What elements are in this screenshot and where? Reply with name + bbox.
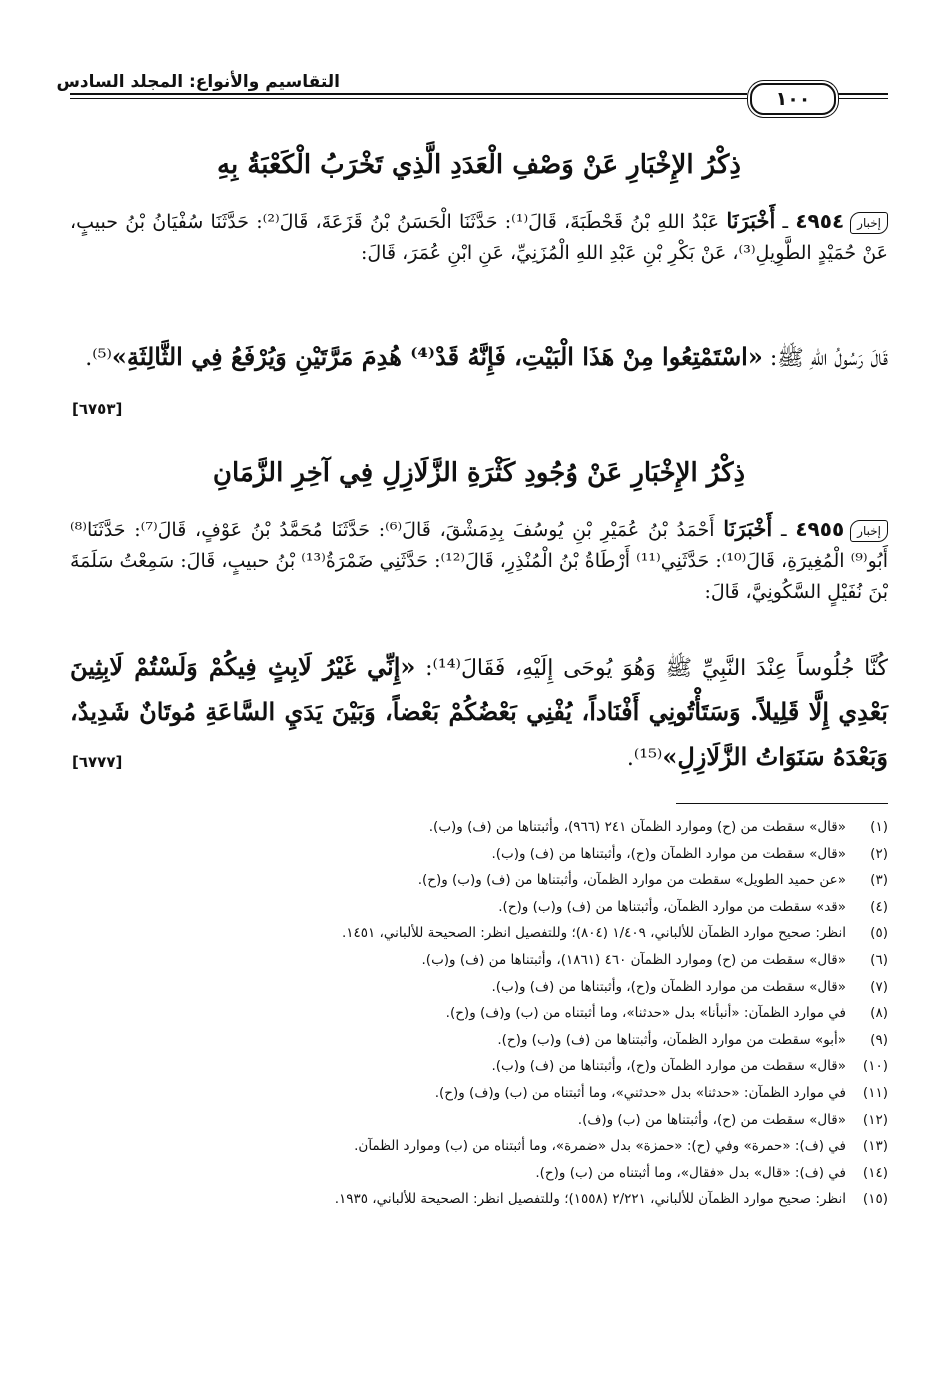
- footnote: [70, 841, 888, 868]
- running-title: التقاسيم والأنواع: المجلد السادس: [56, 72, 340, 92]
- hadith-number: ٤٩٥٥: [795, 517, 845, 541]
- matn-footnote-mark: ⁽¹⁵⁾.: [626, 746, 663, 771]
- dash: ـ: [772, 519, 796, 541]
- footnote-text: «قال» سقطت من موارد الظمآن و(ح)، وأثبتناها من (ف) و(ب).: [491, 845, 846, 862]
- hadith-isnad: [70, 513, 888, 608]
- footnote-text: في (ف): «قال» بدل «فقال»، وما أثبتناه من (ب) و(ح).: [535, 1164, 846, 1181]
- header-rule: [70, 93, 747, 99]
- footnote: [70, 1080, 888, 1107]
- footnote-number: (٥): [870, 925, 888, 942]
- matn-intro: كُنَّا جُلُوساً عِنْدَ النَّبِيِّ ﷺ وَهُوَ يُوحَى إِلَيْهِ، فَقَالَ⁽¹⁴⁾:: [415, 656, 888, 681]
- footnote-number: (١٤): [862, 1164, 888, 1181]
- hadith-matn: [70, 335, 888, 380]
- footnote-text: انظر: صحيح موارد الظمآن للألباني، ٢/٢٢١ (١٥٥٨)؛ وللتفصيل انظر: الصحيحة للألباني، ١٩٣٥.: [334, 1191, 846, 1208]
- footnote-text: «أبو» سقطت من موارد الظمآن، وأثبتناها من (ف) و(ب) و(ح).: [497, 1031, 846, 1048]
- footnote-number: (٨): [870, 1005, 888, 1022]
- footnote-text: «قال» سقطت من (ح) وموارد الظمآن ٤٦٠ (١٨٦١)، وأثبتناها من (ف) و(ب).: [421, 951, 846, 968]
- page-number: ١٠٠: [750, 83, 836, 115]
- footnote: [70, 947, 888, 974]
- footnote: [70, 920, 888, 947]
- footnote-text: «قال» سقطت من (ح) وموارد الظمآن ٢٤١ (٩٦٦)، وأثبتناها من (ف) و(ب).: [428, 819, 846, 835]
- matn-footnote-mark: ⁽⁵⁾.: [85, 346, 112, 371]
- footnote-number: (٩): [870, 1031, 888, 1048]
- dash: ـ: [775, 211, 796, 233]
- footnote: [70, 1133, 888, 1160]
- akhbarana-word: أَخْبَرَنَا: [723, 516, 773, 541]
- footnote-number: (١٠): [862, 1058, 888, 1075]
- footnote-text: في موارد الظمآن: «حدثنا» بدل «حدثني»، وما أثبتناه من (ب) و(ف) و(ح).: [434, 1084, 846, 1101]
- footnote-number: (١٣): [862, 1138, 888, 1155]
- hadith-matn: [70, 645, 888, 780]
- hadith-reference: [٦٧٥٣]: [72, 400, 123, 418]
- footnote-text: «قال» سقطت من موارد الظمآن و(ح)، وأثبتناها من (ف) و(ب).: [491, 1058, 846, 1075]
- matn-quote: «اسْتَمْتِعُوا مِنْ هَذَا الْبَيْتِ، فَإِنَّهُ قَدْ⁽⁴⁾ هُدِمَ مَرَّتَيْنِ وَيُرْفَعُ فِي الثَّالِثَةِ»: [111, 342, 763, 371]
- footnote: [70, 1107, 888, 1134]
- footnote-number: (٤): [870, 898, 888, 915]
- hadith-isnad: [70, 205, 888, 269]
- footnote-text: «قال» سقطت من (ح)، وأثبتناها من (ب) و(ف).: [577, 1111, 846, 1128]
- isnad-text: عَبْدُ اللهِ بْنُ قَحْطَبَةَ، قَالَ⁽¹⁾: حَدَّثَنَا الْحَسَنُ بْنُ قَزَعَةَ، قَالَ⁽²⁾: حَدَّثَنَا سُفْيَانُ بْنُ حبيبٍ، عَنْ حُمَيْدٍ الطَّوِيلِ⁽³⁾، عَنْ بَكْرِ بْنِ عَبْدِ اللهِ الْمُزَنِيِّ، عَنِ ابْنِ عُمَرَ، قَالَ:: [70, 211, 888, 264]
- footnote-text: «عن حميد الطويل» سقطت من موارد الظمآن، وأثبتناها من (ف) و(ب) و(ح).: [417, 872, 846, 889]
- section-heading: ذِكْرُ الإِخْبَارِ عَنْ وَصْفِ الْعَدَدِ الَّذِي تَخْرَبُ الْكَعْبَةُ بِهِ: [217, 150, 741, 180]
- footnote-number: (١): [870, 819, 888, 835]
- footnote-text: «قد» سقطت من موارد الظمآن، وأثبتناها من (ف) و(ب) و(ح).: [498, 898, 846, 915]
- footnotes-list: [70, 814, 888, 1213]
- footnote: [70, 974, 888, 1001]
- footnote-number: (٣): [870, 872, 888, 889]
- hadith-reference: [٦٧٧٧]: [72, 753, 123, 771]
- footnote: [70, 1160, 888, 1187]
- akhbar-badge-icon: إخبار: [850, 212, 888, 234]
- matn-intro: قَالَ رَسُولُ اللهِ ﷺ:: [762, 346, 888, 371]
- akhbar-badge-icon: إخبار: [850, 520, 888, 542]
- header-rule-right: [838, 93, 888, 99]
- footnote-number: (٢): [870, 845, 888, 862]
- footnote-text: انظر: صحيح موارد الظمآن للألباني، ١/٤٠٩ (٨٠٤)؛ وللتفصيل انظر: الصحيحة للألباني، ١٤٥١.: [341, 925, 846, 942]
- footnote-number: (٧): [870, 978, 888, 995]
- footnote-number: (٦): [870, 951, 888, 968]
- footnote-text: «قال» سقطت من موارد الظمآن و(ح)، وأثبتناها من (ف) و(ب).: [491, 978, 846, 995]
- footnote-number: (١٢): [862, 1111, 888, 1128]
- akhbarana-word: أَخْبَرَنَا: [726, 208, 776, 233]
- footnote: [70, 867, 888, 894]
- footnote: [70, 1053, 888, 1080]
- section-heading: ذِكْرُ الإِخْبَارِ عَنْ وُجُودِ كَثْرَةِ الزَّلَازِلِ فِي آخِرِ الزَّمَانِ: [212, 458, 746, 488]
- matn-quote: «إِنِّي غَيْرُ لَابِثٍ فِيكُمْ وَلَسْتُمْ لَابِثِينَ بَعْدِي إِلَّا قَلِيلاً. وَسَتَأْتُونِي أَفْنَاداً، يُفْنِي بَعْضُكُمْ بَعْضاً، وَبَيْنَ يَدَيِ السَّاعَةِ مُوتَانٌ شَدِيدٌ، وَبَعْدَهُ سَنَوَاتُ الزَّلَازِلِ»: [70, 652, 888, 771]
- footnote-number: (١١): [862, 1084, 888, 1101]
- footnote-number: (١٥): [862, 1191, 888, 1208]
- isnad-text: أَحْمَدُ بْنُ عُمَيْرِ بْنِ يُوسُفَ بِدِمَشْقَ، قَالَ⁽⁶⁾: حَدَّثَنَا مُحَمَّدُ بْنُ عَوْفٍ، قَالَ⁽⁷⁾: حَدَّثَنَا⁽⁸⁾ أَبُو⁽⁹⁾ الْمُغِيرَةِ، قَالَ⁽¹⁰⁾: حَدَّثَنِي⁽¹¹⁾ أَرْطَاةُ بْنُ الْمُنْذِرِ، قَالَ⁽¹²⁾: حَدَّثَنِي ضَمْرَةُ⁽¹³⁾ بْنُ حبيبٍ، قَالَ: سَمِعْتُ سَلَمَةَ بْنَ نُفَيْلٍ السَّكُونِيَّ، قَالَ:: [70, 519, 888, 603]
- footnote: [70, 814, 888, 841]
- hadith-number: ٤٩٥٤: [795, 209, 845, 233]
- footnote: [70, 1000, 888, 1027]
- footnote: [70, 1186, 888, 1213]
- footnote-text: في موارد الظمآن: «أنبأنا» بدل «حدثنا»، وما أثبتناه من (ب) و(ف) و(ح).: [445, 1005, 846, 1022]
- footnote-text: في (ف): «حمرة» وفي (ح): «حمزة» بدل «ضمرة»، وما أثبتناه من (ب) وموارد الظمآن.: [354, 1138, 846, 1155]
- footnote-divider: [676, 803, 888, 804]
- footnote: [70, 894, 888, 921]
- footnote: [70, 1027, 888, 1054]
